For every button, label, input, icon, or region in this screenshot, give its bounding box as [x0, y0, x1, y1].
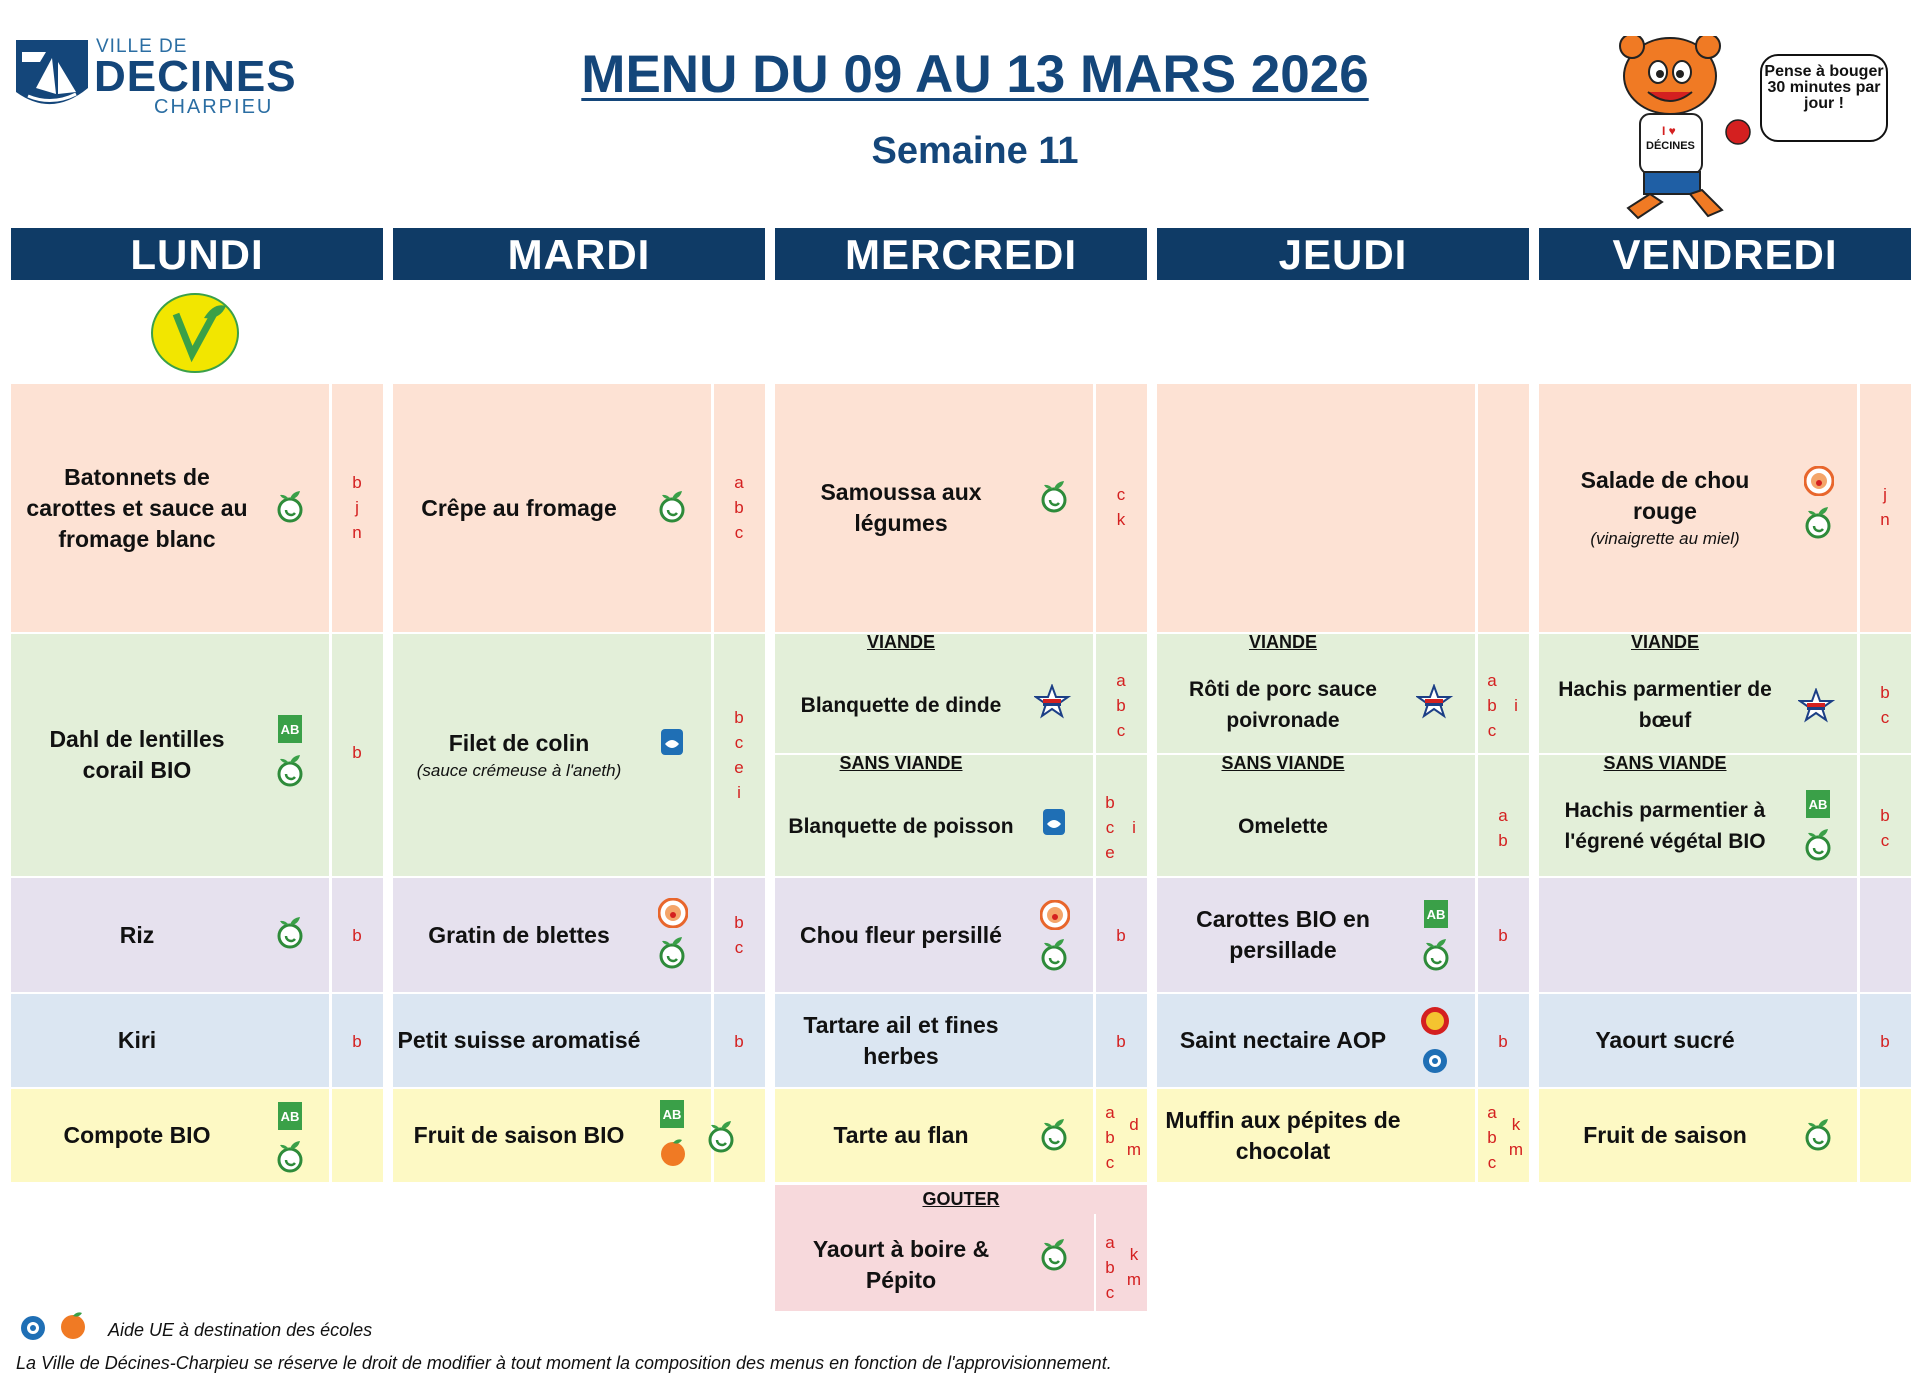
allergens-dairy-lundi: b	[352, 1032, 362, 1051]
clown-label-icon	[1804, 466, 1834, 496]
starter-bg-jeudi	[1157, 384, 1475, 632]
eu-school-aid-icon	[1420, 1046, 1450, 1076]
side-jeudi: Carottes BIO en persillade	[1196, 906, 1370, 963]
organic-ab-icon	[1806, 790, 1832, 820]
tiger-icon	[1610, 36, 1770, 226]
msc-fish-icon	[660, 728, 684, 756]
side-mercredi: Chou fleur persillé	[800, 921, 1002, 948]
dairy-mercredi: Tartare ail et fines herbes	[803, 1011, 999, 1069]
city-crest-icon	[12, 36, 92, 118]
dairy-jeudi: Saint nectaire AOP	[1179, 1027, 1387, 1053]
tiger-mascot	[1610, 36, 1890, 226]
day-header-vendredi: VENDREDI	[1539, 228, 1911, 280]
page-title: MENU DU 09 AU 13 MARS 2026	[581, 45, 1369, 104]
gouter-mercredi: Yaourt à boire & Pépito	[812, 1236, 990, 1293]
label-sans-viande-jeudi: SANS VIANDE	[1221, 753, 1345, 773]
healthy-apple-icon	[1040, 478, 1070, 514]
allergens-dairy-jeudi: b	[1498, 1032, 1508, 1051]
healthy-apple-icon	[1804, 1116, 1834, 1152]
healthy-apple-icon	[707, 1118, 737, 1154]
healthy-apple-icon	[658, 488, 688, 524]
organic-ab-icon	[1424, 900, 1450, 930]
clown-label-icon	[1040, 900, 1070, 930]
healthy-apple-icon	[1804, 826, 1834, 862]
allergens-main-meat-vendredi: b c	[1880, 683, 1890, 727]
allergens-side-mercredi: b	[1116, 926, 1126, 945]
allergens-main-meat-mercredi: a b c	[1116, 671, 1126, 740]
main-veg-mercredi: Blanquette de poisson	[788, 814, 1014, 838]
allergens-main-veg-mercredi-2: i	[1132, 818, 1136, 837]
allergens-dairy-mardi: b	[734, 1032, 744, 1051]
allergens-main-lundi: b	[352, 743, 362, 762]
allergens-dairy-vendredi: b	[1880, 1032, 1890, 1051]
healthy-apple-icon	[276, 1138, 306, 1174]
logo-line-1: VILLE DE	[96, 36, 188, 57]
dessert-allergen-bg-lundi	[332, 1089, 383, 1182]
starter-mardi: Crêpe au fromage	[421, 494, 617, 521]
main-meat-vendredi: Hachis parmentier de bœuf	[1558, 678, 1772, 732]
dairy-vendredi: Yaourt sucré	[1595, 1027, 1735, 1053]
dessert-vendredi: Fruit de saison	[1583, 1122, 1747, 1148]
allergens-dairy-mercredi: b	[1116, 1032, 1126, 1051]
dairy-lundi: Kiri	[117, 1027, 157, 1053]
allergens-side-mardi: b c	[734, 913, 744, 957]
healthy-apple-icon	[1422, 936, 1452, 972]
dessert-allergen-bg-vendredi	[1860, 1089, 1911, 1182]
label-viande-vendredi: VIANDE	[1630, 632, 1699, 652]
starter-allergen-bg-jeudi	[1478, 384, 1529, 632]
starter-mercredi: Samoussa aux légumes	[820, 479, 982, 536]
allergens-main-veg-vendredi: b c	[1880, 806, 1890, 850]
healthy-apple-icon	[276, 752, 306, 788]
day-header-mercredi: MERCREDI	[775, 228, 1147, 280]
starter-vendredi-note: (vinaigrette au miel)	[1590, 529, 1740, 548]
side-bg-vendredi	[1539, 878, 1857, 992]
speech-bubble: Pense à bouger 30 minutes par jour !	[1760, 54, 1888, 142]
fruit-school-icon	[658, 1138, 688, 1168]
healthy-apple-icon	[276, 914, 306, 950]
shirt-heart-text: I ♥	[1662, 124, 1676, 138]
day-header-mardi: MARDI	[393, 228, 765, 280]
allergens-gouter-mercredi-2: k m	[1126, 1245, 1142, 1289]
allergens-side-jeudi: b	[1498, 926, 1508, 945]
clown-label-icon	[658, 898, 688, 928]
label-viande-mercredi: VIANDE	[866, 632, 935, 652]
disclaimer: La Ville de Décines-Charpieu se réserve le droit de modifier à tout moment la composition des menus en fonction de l'approvisionnement.	[16, 1353, 1112, 1373]
dessert-mercredi: Tarte au flan	[833, 1122, 969, 1148]
main-lundi: Dahl de lentilles corail BIO	[49, 726, 225, 783]
healthy-apple-icon	[1040, 1116, 1070, 1152]
logo-line-2: DECINES	[94, 52, 297, 101]
french-pork-label-icon	[1416, 684, 1456, 720]
main-veg-jeudi: Omelette	[1238, 814, 1328, 838]
allergens-side-lundi: b	[352, 926, 362, 945]
organic-ab-icon	[278, 1102, 304, 1132]
healthy-apple-icon	[658, 934, 688, 970]
allergens-dessert-mercredi-2: d m	[1126, 1115, 1142, 1159]
vegetarian-label-icon	[150, 292, 240, 374]
eu-school-aid-icon	[18, 1313, 48, 1343]
allergens-dessert-jeudi: a b c	[1487, 1103, 1497, 1172]
healthy-apple-icon	[1804, 504, 1834, 540]
side-allergen-bg-vendredi	[1860, 878, 1911, 992]
dessert-mardi: Fruit de saison BIO	[413, 1122, 625, 1148]
label-sans-viande-vendredi: SANS VIANDE	[1603, 753, 1727, 773]
decines-logo	[12, 36, 297, 118]
allergens-main-veg-jeudi: a b	[1498, 806, 1508, 850]
allergens-main-meat-jeudi-2: i	[1514, 696, 1518, 715]
allergens-dessert-mercredi: a b c	[1105, 1103, 1115, 1172]
organic-ab-icon	[660, 1100, 686, 1130]
logo-line-3: CHARPIEU	[154, 96, 274, 118]
main-meat-jeudi: Rôti de porc sauce poivronade	[1189, 678, 1377, 732]
main-meat-mercredi: Blanquette de dinde	[800, 693, 1002, 717]
dairy-mardi: Petit suisse aromatisé	[397, 1027, 641, 1053]
allergens-starter-lundi: b j n	[352, 473, 362, 542]
shirt-text: DÉCINES	[1646, 140, 1695, 152]
aop-label-icon	[1420, 1006, 1450, 1036]
allergens-main-mardi: b c e i	[734, 708, 744, 802]
day-header-jeudi: JEUDI	[1157, 228, 1529, 280]
allergens-starter-vendredi: j n	[1880, 485, 1890, 529]
french-poultry-label-icon	[1034, 684, 1074, 720]
allergens-starter-mercredi: c k	[1116, 485, 1126, 529]
allergens-gouter-mercredi: a b c	[1105, 1233, 1115, 1302]
starter-vendredi-name: Salade de chou rouge	[1580, 467, 1750, 524]
allergens-dessert-jeudi-2: k m	[1508, 1115, 1524, 1159]
french-beef-label-icon	[1798, 688, 1838, 724]
main-mardi-note: (sauce crémeuse à l'aneth)	[416, 760, 622, 780]
healthy-apple-icon	[1040, 936, 1070, 972]
main-mardi	[393, 634, 645, 876]
starter-vendredi	[1539, 384, 1791, 632]
side-lundi: Riz	[119, 921, 155, 948]
dessert-lundi: Compote BIO	[63, 1122, 211, 1148]
day-header-lundi: LUNDI	[11, 228, 383, 280]
gouter-divider	[1094, 1214, 1096, 1311]
page-subtitle: Semaine 11	[871, 130, 1079, 172]
allergens-starter-mardi: a b c	[734, 473, 744, 542]
healthy-apple-icon	[276, 488, 306, 524]
allergens-main-veg-mercredi: b c e	[1105, 793, 1115, 862]
main-veg-vendredi: Hachis parmentier à l'égrené végétal BIO	[1564, 799, 1766, 853]
side-mardi: Gratin de blettes	[428, 921, 610, 948]
msc-fish-icon	[1042, 808, 1066, 836]
starter-lundi: Batonnets de carottes et sauce au fromage blanc	[26, 463, 248, 552]
fruit-school-icon	[58, 1311, 88, 1341]
healthy-apple-icon	[1040, 1236, 1070, 1272]
dessert-jeudi: Muffin aux pépites de chocolat	[1165, 1106, 1401, 1164]
organic-ab-icon	[278, 715, 304, 745]
label-gouter: GOUTER	[922, 1189, 1000, 1209]
aid-note: Aide UE à destination des écoles	[108, 1320, 373, 1340]
label-sans-viande-mercredi: SANS VIANDE	[839, 753, 963, 773]
main-mardi-name: Filet de colin	[448, 729, 590, 756]
label-viande-jeudi: VIANDE	[1248, 632, 1317, 652]
allergens-main-meat-jeudi: a b c	[1487, 671, 1497, 740]
